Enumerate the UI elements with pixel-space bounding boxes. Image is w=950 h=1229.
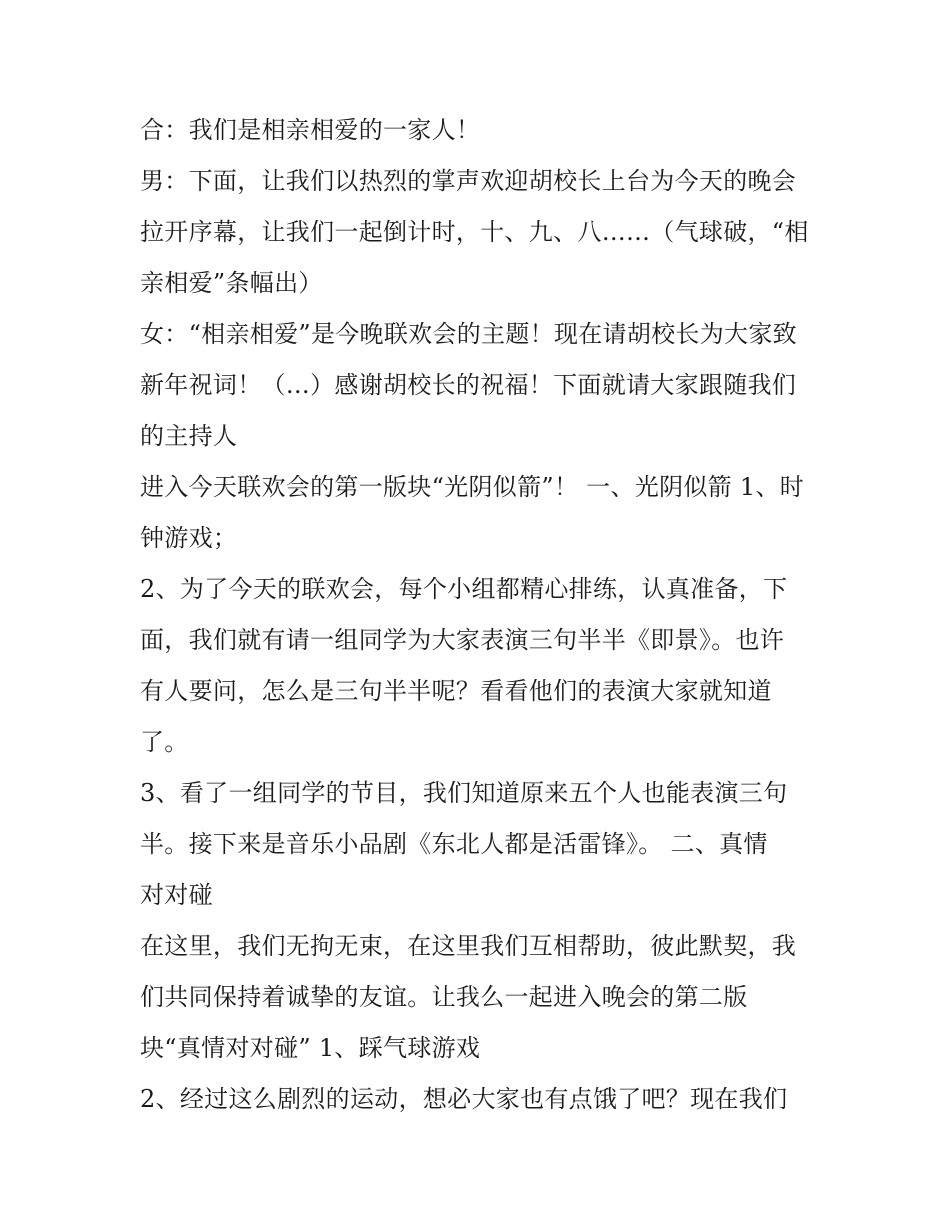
text-line: 有人要问，怎么是三句半半呢？看看他们的表演大家就知道 xyxy=(140,677,772,705)
text-line: 的主持人 xyxy=(140,422,238,450)
text-line: 2、经过这么剧烈的运动，想必大家也有点饿了吧？现在我们 xyxy=(140,1085,788,1113)
text-line: 合：我们是相亲相爱的一家人！ xyxy=(140,116,481,144)
text-line: 男：下面，让我们以热烈的掌声欢迎胡校长上台为今天的晚会 xyxy=(140,167,797,195)
text-line: 们共同保持着诚挚的友谊。让我么一起进入晚会的第二版 xyxy=(140,983,748,1011)
text-line: 了。 xyxy=(140,728,189,756)
text-line: 2、为了今天的联欢会，每个小组都精心排练，认真准备，下 xyxy=(140,575,788,603)
text-line: 面，我们就有请一组同学为大家表演三句半半《即景》。也许 xyxy=(140,626,785,654)
text-line: 钟游戏； xyxy=(140,524,238,552)
text-line: 3、看了一组同学的节目，我们知道原来五个人也能表演三句 xyxy=(140,779,788,807)
text-line: 对对碰 xyxy=(140,881,213,909)
text-line: 进入今天联欢会的第一版块“光阴似箭”！ 一、光阴似箭 1、时 xyxy=(140,473,805,501)
text-line: 块“真情对对碰” 1、踩气球游戏 xyxy=(140,1034,481,1062)
text-line: 半。接下来是音乐小品剧《东北人都是活雷锋》。 二、真情 xyxy=(140,830,768,858)
text-line: 拉开序幕，让我们一起倒计时，十、九、八……（气球破，“相 xyxy=(140,218,809,246)
text-line: 新年祝词！（…）感谢胡校长的祝福！下面就请大家跟随我们 xyxy=(140,371,797,399)
text-line: 亲相爱”条幅出） xyxy=(140,269,323,297)
text-line: 在这里，我们无拘无束，在这里我们互相帮助，彼此默契，我 xyxy=(140,932,797,960)
text-line: 女：“相亲相爱”是今晚联欢会的主题！现在请胡校长为大家致 xyxy=(140,320,797,348)
